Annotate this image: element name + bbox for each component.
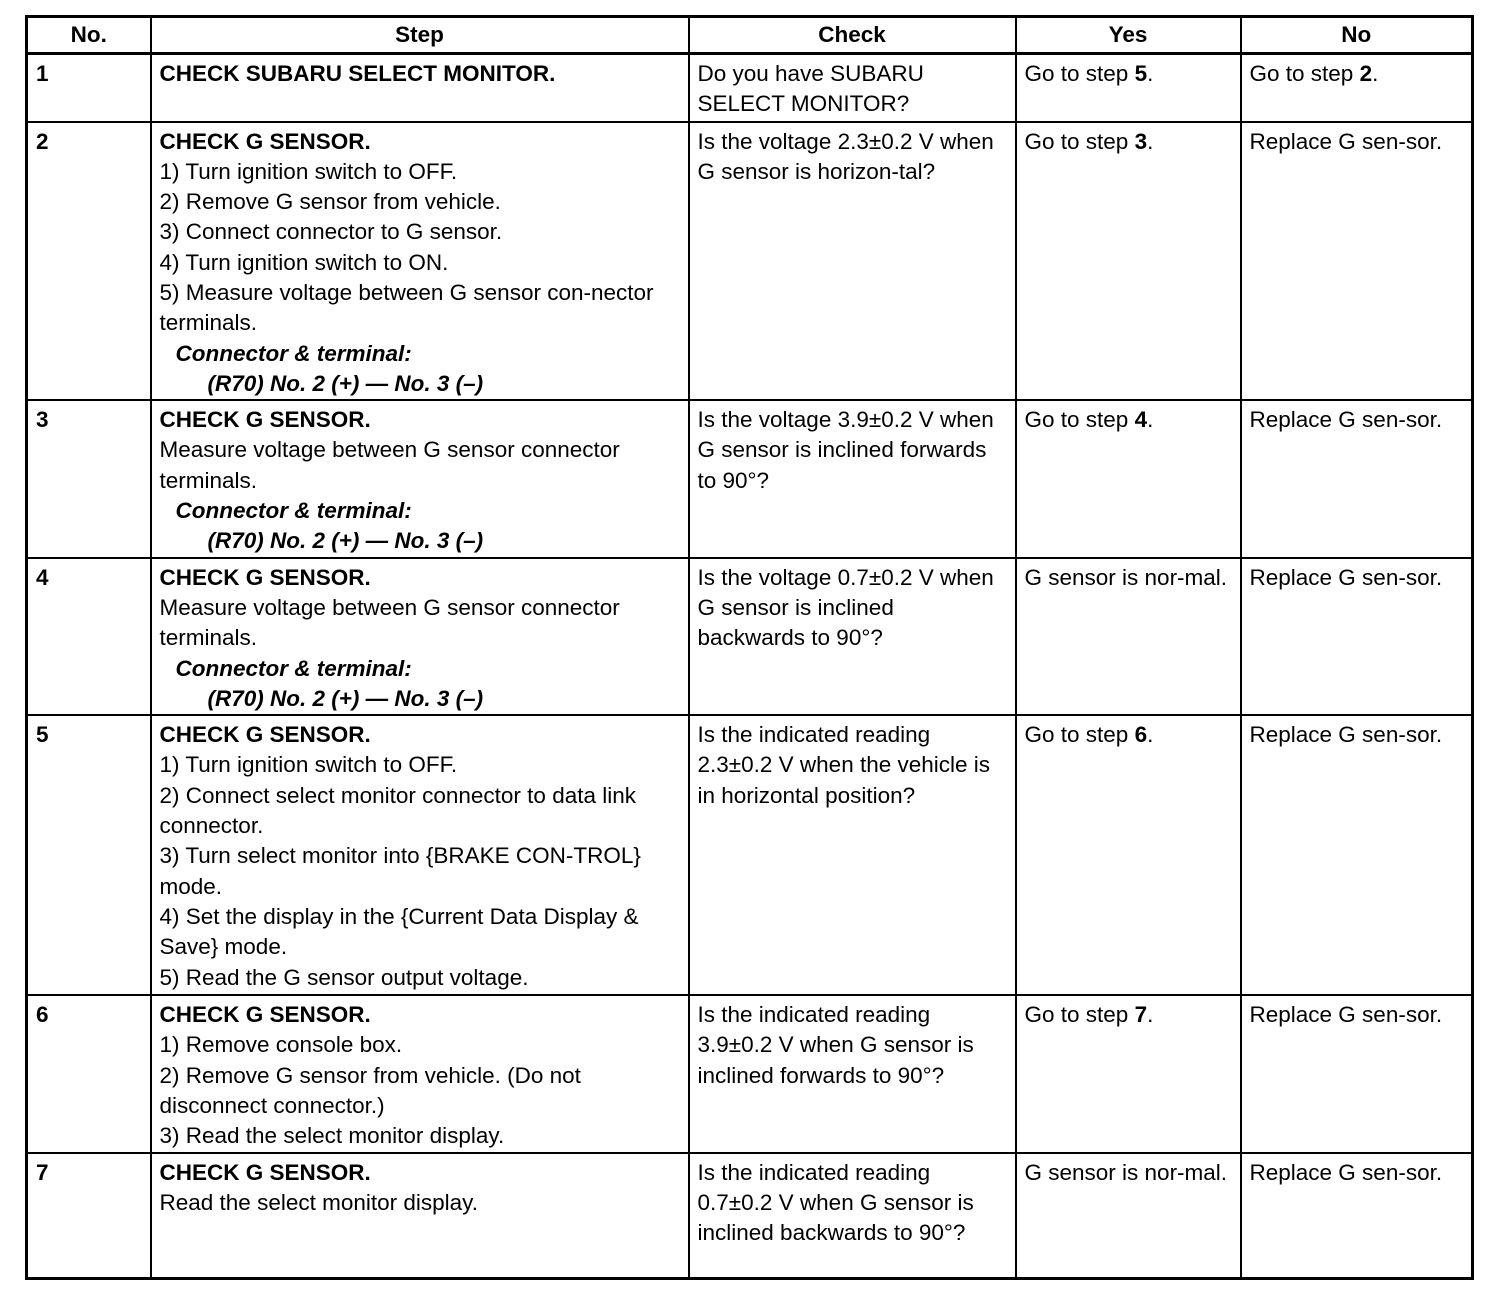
header-step: Step [151,17,689,54]
yes-suffix: . [1147,1002,1154,1028]
no-cell: Replace G sen-sor. [1241,122,1473,401]
yes-cell [1016,715,1241,995]
header-row [27,17,1473,54]
yes-suffix: . [1147,407,1154,433]
yes-step-ref: 7 [1134,1002,1148,1028]
yes-text: Go to step [1024,407,1135,433]
step-line: 4) Set the display in the {Current Data Display & Save} mode. [159,903,639,960]
connector-label: Connector & terminal: [175,655,412,681]
check-cell: Is the voltage 2.3±0.2 V when G sensor is horizon-tal? [689,122,1016,401]
step-cell [151,995,689,1152]
step-number: 6 [27,995,151,1152]
yes-suffix: . [1147,61,1154,86]
step-title: CHECK SUBARU SELECT MONITOR. [159,61,556,86]
step-cell [151,715,689,995]
yes-step-ref: 3 [1134,128,1148,154]
header-no-result: No [1241,17,1473,54]
step-title: CHECK G SENSOR. [159,1159,371,1185]
yes-text: Go to step [1024,61,1135,86]
step-line: 5) Measure voltage between G sensor con-nector terminals. [159,279,654,336]
header-check: Check [689,17,1016,54]
no-cell [1241,54,1473,122]
yes-cell: G sensor is nor-mal. [1016,1153,1241,1279]
connector-label: Connector & terminal: [175,340,412,366]
step-cell [151,122,689,401]
header-no: No. [27,17,151,54]
step-title: CHECK G SENSOR. [159,722,371,748]
check-cell: Do you have SUBARU SELECT MONITOR? [689,54,1016,122]
yes-text: Go to step [1024,722,1135,748]
table-row [27,122,1473,401]
check-cell: Is the indicated reading 0.7±0.2 V when G sensor is inclined backwards to 90°? [689,1153,1016,1279]
table-row [27,1153,1473,1279]
yes-cell [1016,400,1241,557]
step-title: CHECK G SENSOR. [159,1002,371,1028]
yes-step-ref: 5 [1134,61,1148,86]
yes-suffix: . [1147,128,1154,154]
no-cell: Replace G sen-sor. [1241,400,1473,557]
no-cell: Replace G sen-sor. [1241,715,1473,995]
yes-cell [1016,54,1241,122]
step-line: Measure voltage between G sensor connector terminals. [159,594,620,651]
step-line: 3) Read the select monitor display. [159,1123,505,1149]
header-yes: Yes [1016,17,1241,54]
table-row [27,400,1473,557]
diagnostic-table [25,15,1474,1280]
step-line: Read the select monitor display. [159,1189,478,1215]
step-line: Measure voltage between G sensor connector terminals. [159,437,620,493]
step-number: 4 [27,558,151,715]
yes-cell [1016,122,1241,401]
no-step-ref: 2 [1359,61,1373,86]
step-number: 1 [27,54,151,122]
step-title: CHECK G SENSOR. [159,407,371,433]
check-cell: Is the indicated reading 3.9±0.2 V when G sensor is inclined forwards to 90°? [689,995,1016,1152]
connector-value: (R70) No. 2 (+) — No. 3 (–) [207,528,484,554]
no-cell: Replace G sen-sor. [1241,558,1473,715]
yes-text: Go to step [1024,1002,1135,1028]
step-cell [151,54,689,122]
connector-label: Connector & terminal: [175,498,412,524]
step-cell [151,1153,689,1279]
yes-text: Go to step [1024,128,1135,154]
step-number: 7 [27,1153,151,1279]
yes-suffix: . [1147,722,1154,748]
step-line: 3) Connect connector to G sensor. [159,219,503,245]
step-cell [151,400,689,557]
yes-step-ref: 4 [1134,407,1148,433]
table-row [27,54,1473,122]
step-line: 4) Turn ignition switch to ON. [159,249,449,275]
step-line: 1) Turn ignition switch to OFF. [159,158,458,184]
step-line: 1) Turn ignition switch to OFF. [159,752,458,778]
table-row [27,995,1473,1152]
step-number: 3 [27,400,151,557]
step-line: 2) Remove G sensor from vehicle. [159,189,501,215]
step-line: 1) Remove console box. [159,1032,403,1058]
connector-value: (R70) No. 2 (+) — No. 3 (–) [207,685,484,711]
table-row [27,558,1473,715]
step-title: CHECK G SENSOR. [159,564,371,590]
no-suffix: . [1372,61,1379,86]
step-cell [151,558,689,715]
step-number: 5 [27,715,151,995]
connector-value: (R70) No. 2 (+) — No. 3 (–) [207,370,484,396]
check-cell: Is the voltage 3.9±0.2 V when G sensor is inclined forwards to 90°? [689,400,1016,557]
table-row [27,715,1473,995]
step-line: 2) Connect select monitor connector to data link connector. [159,782,636,839]
no-cell: Replace G sen-sor. [1241,995,1473,1152]
step-title: CHECK G SENSOR. [159,128,371,154]
yes-step-ref: 6 [1134,722,1148,748]
step-line: 2) Remove G sensor from vehicle. (Do not disconnect connector.) [159,1062,581,1119]
step-line: 5) Read the G sensor output voltage. [159,964,529,990]
yes-cell [1016,995,1241,1152]
yes-cell: G sensor is nor-mal. [1016,558,1241,715]
step-line: 3) Turn select monitor into {BRAKE CON-TROL} mode. [159,843,641,899]
no-cell: Replace G sen-sor. [1241,1153,1473,1279]
check-cell: Is the indicated reading 2.3±0.2 V when the vehicle is in horizontal position? [689,715,1016,995]
check-cell: Is the voltage 0.7±0.2 V when G sensor is inclined backwards to 90°? [689,558,1016,715]
no-text: Go to step [1249,61,1360,86]
step-number: 2 [27,122,151,401]
